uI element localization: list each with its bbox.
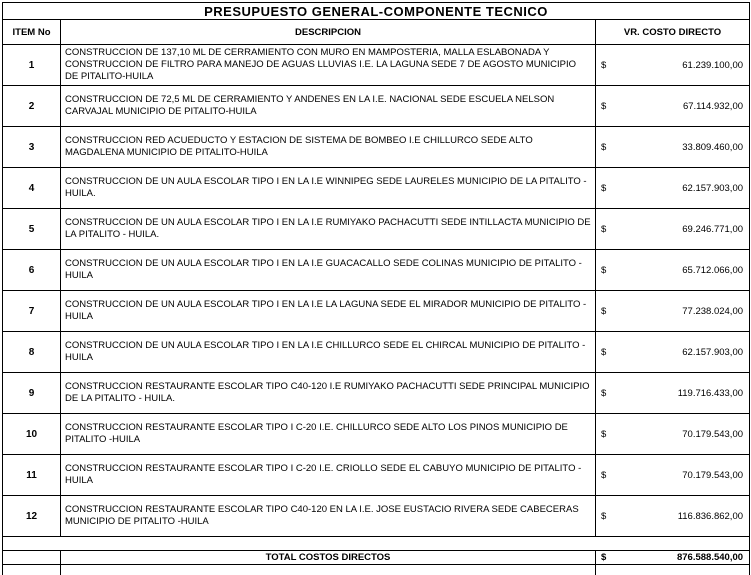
item-cost-cell (596, 127, 750, 168)
budget-table (2, 2, 750, 575)
trailing-row (3, 565, 750, 575)
column-header-item: ITEM No (3, 20, 61, 45)
item-number: 7 (3, 291, 61, 332)
column-header-description: DESCRIPCION (61, 20, 596, 45)
trailing-cell (3, 565, 61, 575)
item-number: 8 (3, 332, 61, 373)
trailing-cell (596, 565, 750, 575)
item-description: CONSTRUCCION DE UN AULA ESCOLAR TIPO I EN LA I.E WINNIPEG SEDE LAURELES MUNICIPIO DE LA PITALITO - HUILA. (61, 168, 596, 209)
currency-symbol: $ (601, 347, 606, 358)
item-cost: 119.716.433,00 (678, 388, 743, 399)
item-number: 10 (3, 414, 61, 455)
item-description: CONSTRUCCION DE UN AULA ESCOLAR TIPO I EN LA I.E CHILLURCO SEDE EL CHIRCAL MUNICIPIO DE PITALITO - HUILA (61, 332, 596, 373)
item-cost: 70.179.543,00 (682, 470, 743, 481)
item-description: CONSTRUCCION DE 72,5 ML DE CERRAMIENTO Y ANDENES EN LA I.E. NACIONAL SEDE ESCUELA NELSON CARVAJAL MUNICIPIO DE PITALITO-HUILA (61, 86, 596, 127)
currency-symbol: $ (601, 429, 606, 440)
total-row (3, 551, 750, 565)
table-row (3, 414, 750, 455)
item-number: 9 (3, 373, 61, 414)
item-cost: 33.809.460,00 (682, 142, 743, 153)
currency-symbol: $ (601, 306, 606, 317)
table-row (3, 250, 750, 291)
item-cost: 62.157.903,00 (682, 347, 743, 358)
item-number: 2 (3, 86, 61, 127)
table-row (3, 209, 750, 250)
item-cost: 116.836.862,00 (678, 511, 743, 522)
trailing-cell (61, 565, 596, 575)
total-cost-cell (596, 551, 750, 565)
spacer-row (3, 537, 750, 551)
item-number: 3 (3, 127, 61, 168)
table-row (3, 455, 750, 496)
item-cost: 65.712.066,00 (682, 265, 743, 276)
table-row (3, 127, 750, 168)
item-number: 5 (3, 209, 61, 250)
item-cost: 62.157.903,00 (682, 183, 743, 194)
item-cost-cell (596, 168, 750, 209)
item-description: CONSTRUCCION RESTAURANTE ESCOLAR TIPO C40-120 EN LA I.E. JOSE EUSTACIO RIVERA SEDE CABECERAS MUNICIPIO DE PITALITO -HUILA (61, 496, 596, 537)
total-currency-symbol: $ (601, 552, 606, 563)
currency-symbol: $ (601, 388, 606, 399)
item-description: CONSTRUCCION RESTAURANTE ESCOLAR TIPO I C-20 I.E. CHILLURCO SEDE ALTO LOS PINOS MUNICIPIO DE PITALITO -HUILA (61, 414, 596, 455)
total-cost: 876.588.540,00 (677, 552, 743, 563)
table-row (3, 45, 750, 86)
item-cost: 70.179.543,00 (682, 429, 743, 440)
currency-symbol: $ (601, 511, 606, 522)
total-empty-cell (3, 551, 61, 565)
currency-symbol: $ (601, 60, 606, 71)
item-description: CONSTRUCCION DE UN AULA ESCOLAR TIPO I EN LA I.E RUMIYAKO PACHACUTTI SEDE INTILLACTA MUNICIPIO DE LA PITALITO - HUILA. (61, 209, 596, 250)
item-description: CONSTRUCCION DE UN AULA ESCOLAR TIPO I EN LA I.E LA LAGUNA SEDE EL MIRADOR MUNICIPIO DE PITALITO - HUILA (61, 291, 596, 332)
item-cost-cell (596, 45, 750, 86)
item-number: 1 (3, 45, 61, 86)
currency-symbol: $ (601, 265, 606, 276)
item-cost-cell (596, 373, 750, 414)
currency-symbol: $ (601, 142, 606, 153)
item-number: 12 (3, 496, 61, 537)
column-header-cost: VR. COSTO DIRECTO (596, 20, 750, 45)
item-description: CONSTRUCCION DE 137,10 ML DE CERRAMIENTO CON MURO EN MAMPOSTERIA, MALLA ESLABONADA Y CONSTRUCCION DE FILTRO PARA MANEJO DE AGUAS LLUVIAS I.E. LA LAGUNA SEDE 7 DE AGOSTO MUNICIPIO DE PITALITO-HUILA (61, 45, 596, 86)
item-cost-cell (596, 414, 750, 455)
item-cost-cell (596, 209, 750, 250)
item-description: CONSTRUCCION RESTAURANTE ESCOLAR TIPO I C-20 I.E. CRIOLLO SEDE EL CABUYO MUNICIPIO DE PITALITO -HUILA (61, 455, 596, 496)
total-label: TOTAL COSTOS DIRECTOS (61, 551, 596, 565)
table-title: PRESUPUESTO GENERAL-COMPONENTE TECNICO (3, 3, 750, 20)
item-cost-cell (596, 455, 750, 496)
item-number: 11 (3, 455, 61, 496)
table-row (3, 332, 750, 373)
item-cost: 61.239.100,00 (682, 60, 743, 71)
item-cost: 67.114.932,00 (683, 101, 743, 112)
item-cost-cell (596, 332, 750, 373)
item-cost-cell (596, 496, 750, 537)
table-row (3, 291, 750, 332)
table-row (3, 496, 750, 537)
currency-symbol: $ (601, 224, 606, 235)
item-cost-cell (596, 250, 750, 291)
item-cost-cell (596, 86, 750, 127)
item-description: CONSTRUCCION RED ACUEDUCTO Y ESTACION DE SISTEMA DE BOMBEO I.E CHILLURCO SEDE ALTO MAGDALENA MUNICIPIO DE PITALITO-HUILA (61, 127, 596, 168)
currency-symbol: $ (601, 470, 606, 481)
item-number: 4 (3, 168, 61, 209)
spacer-cell (3, 537, 750, 551)
item-description: CONSTRUCCION DE UN AULA ESCOLAR TIPO I EN LA I.E GUACACALLO SEDE COLINAS MUNICIPIO DE PITALITO - HUILA (61, 250, 596, 291)
item-cost: 77.238.024,00 (682, 306, 743, 317)
table-row (3, 86, 750, 127)
item-number: 6 (3, 250, 61, 291)
table-row (3, 168, 750, 209)
item-cost: 69.246.771,00 (682, 224, 743, 235)
item-description: CONSTRUCCION RESTAURANTE ESCOLAR TIPO C40-120 I.E RUMIYAKO PACHACUTTI SEDE PRINCIPAL MUNICIPIO DE LA PITALITO - HUILA. (61, 373, 596, 414)
table-row (3, 373, 750, 414)
currency-symbol: $ (601, 183, 606, 194)
item-cost-cell (596, 291, 750, 332)
currency-symbol: $ (601, 101, 606, 112)
